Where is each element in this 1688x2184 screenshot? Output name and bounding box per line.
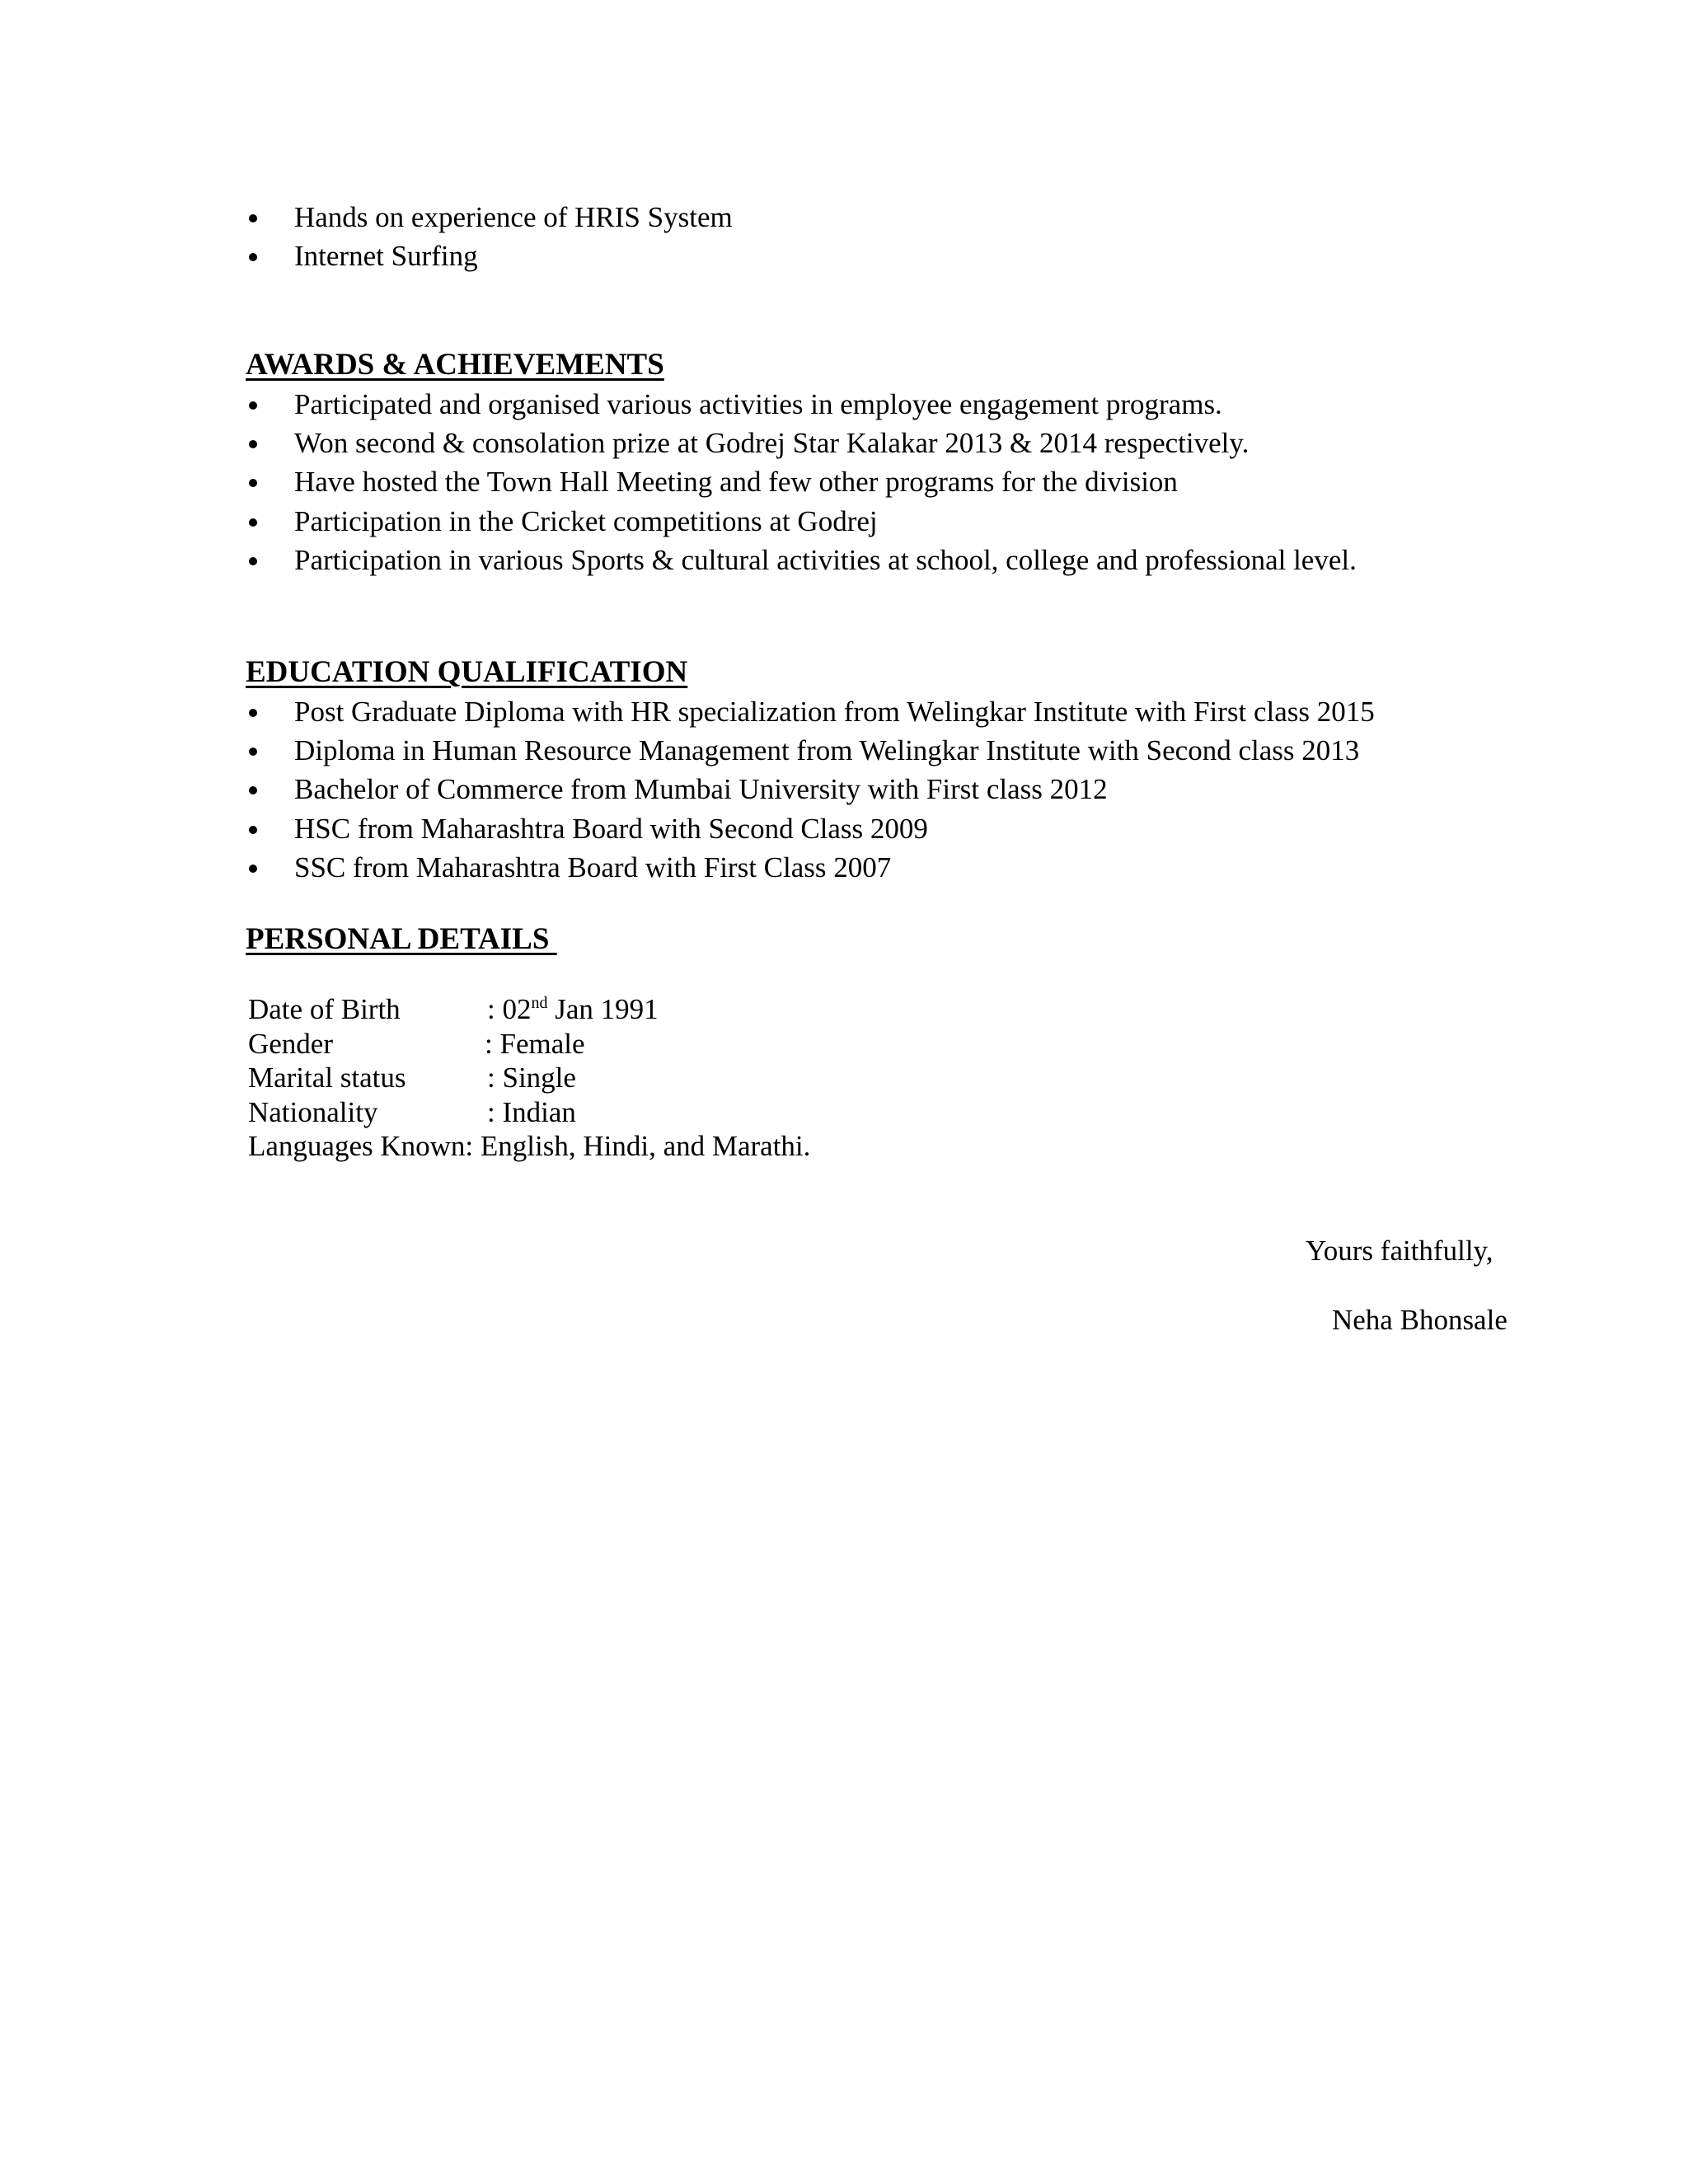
bullet-icon xyxy=(246,541,259,579)
list-item xyxy=(246,462,1531,501)
bullet-icon xyxy=(246,770,259,808)
personal-heading: PERSONAL DETAILS xyxy=(246,922,557,956)
education-text: Post Graduate Diploma with HR specialization from Welingkar Institute with First class 2015 xyxy=(294,696,1375,728)
bullet-icon xyxy=(246,198,259,237)
awards-heading: AWARDS & ACHIEVEMENTS xyxy=(246,348,664,382)
list-item xyxy=(246,198,1531,237)
bullet-icon xyxy=(246,692,259,731)
list-item xyxy=(246,731,1531,770)
bullet-icon xyxy=(246,502,259,541)
bullet-icon xyxy=(246,848,259,887)
awards-list xyxy=(246,385,1531,579)
dob-day: : 02 xyxy=(487,993,532,1025)
marital-label: Marital status xyxy=(248,1062,406,1094)
bullet-icon xyxy=(246,385,259,424)
nationality-value: : Indian xyxy=(487,1095,576,1128)
bullet-icon xyxy=(246,731,259,770)
closing-salutation: Yours faithfully, xyxy=(1306,1235,1493,1267)
list-item xyxy=(246,809,1531,848)
award-text: Participation in various Sports & cultural activities at school, college and professional level. xyxy=(294,543,1357,576)
list-item xyxy=(246,770,1531,808)
dob-row xyxy=(248,992,810,1027)
list-item xyxy=(246,385,1531,424)
marital-row xyxy=(248,1061,810,1095)
nationality-label: Nationality xyxy=(248,1095,378,1128)
dob-month-year: Jan 1991 xyxy=(547,993,659,1025)
skills-section xyxy=(246,198,1531,275)
list-item xyxy=(246,502,1531,541)
languages-label: Languages Known: xyxy=(248,1130,474,1162)
list-item xyxy=(246,424,1531,462)
dob-label: Date of Birth xyxy=(248,993,401,1025)
signature-name: Neha Bhonsale xyxy=(1332,1304,1507,1336)
skills-list xyxy=(246,198,1531,275)
list-item xyxy=(246,848,1531,887)
education-heading: EDUCATION QUALIFICATION xyxy=(246,655,688,689)
education-text: Bachelor of Commerce from Mumbai University with First class 2012 xyxy=(294,773,1108,806)
gender-label: Gender xyxy=(248,1027,334,1060)
dob-value xyxy=(487,992,659,1027)
marital-value: : Single xyxy=(487,1062,576,1094)
bullet-icon xyxy=(246,462,259,501)
bullet-icon xyxy=(246,424,259,462)
award-text: Participation in the Cricket competitions at Godrej xyxy=(294,504,878,537)
gender-value: : Female xyxy=(485,1027,585,1060)
education-section xyxy=(246,692,1531,887)
languages-value: English, Hindi, and Marathi. xyxy=(473,1130,811,1162)
nationality-row xyxy=(248,1095,810,1130)
list-item xyxy=(246,541,1531,579)
bullet-icon xyxy=(246,809,259,848)
list-item xyxy=(246,692,1531,731)
gender-row xyxy=(248,1027,810,1062)
award-text: Have hosted the Town Hall Meeting and few other programs for the division xyxy=(294,466,1178,499)
awards-section xyxy=(246,385,1531,579)
dob-suffix: nd xyxy=(531,994,548,1012)
education-text: Diploma in Human Resource Management from Welingkar Institute with Second class 2013 xyxy=(294,734,1360,767)
bullet-icon xyxy=(246,237,259,275)
skill-text: Hands on experience of HRIS System xyxy=(294,201,733,233)
award-text: Won second & consolation prize at Godrej Star Kalakar 2013 & 2014 respectively. xyxy=(294,427,1250,460)
list-item xyxy=(246,237,1531,275)
skill-text: Internet Surfing xyxy=(294,240,478,273)
education-list xyxy=(246,692,1531,887)
award-text: Participated and organised various activities in employee engagement programs. xyxy=(294,388,1222,420)
education-text: HSC from Maharashtra Board with Second Class 2009 xyxy=(294,812,928,845)
personal-details xyxy=(248,992,810,1164)
languages-row xyxy=(248,1129,810,1164)
education-text: SSC from Maharashtra Board with First Class 2007 xyxy=(294,851,892,883)
